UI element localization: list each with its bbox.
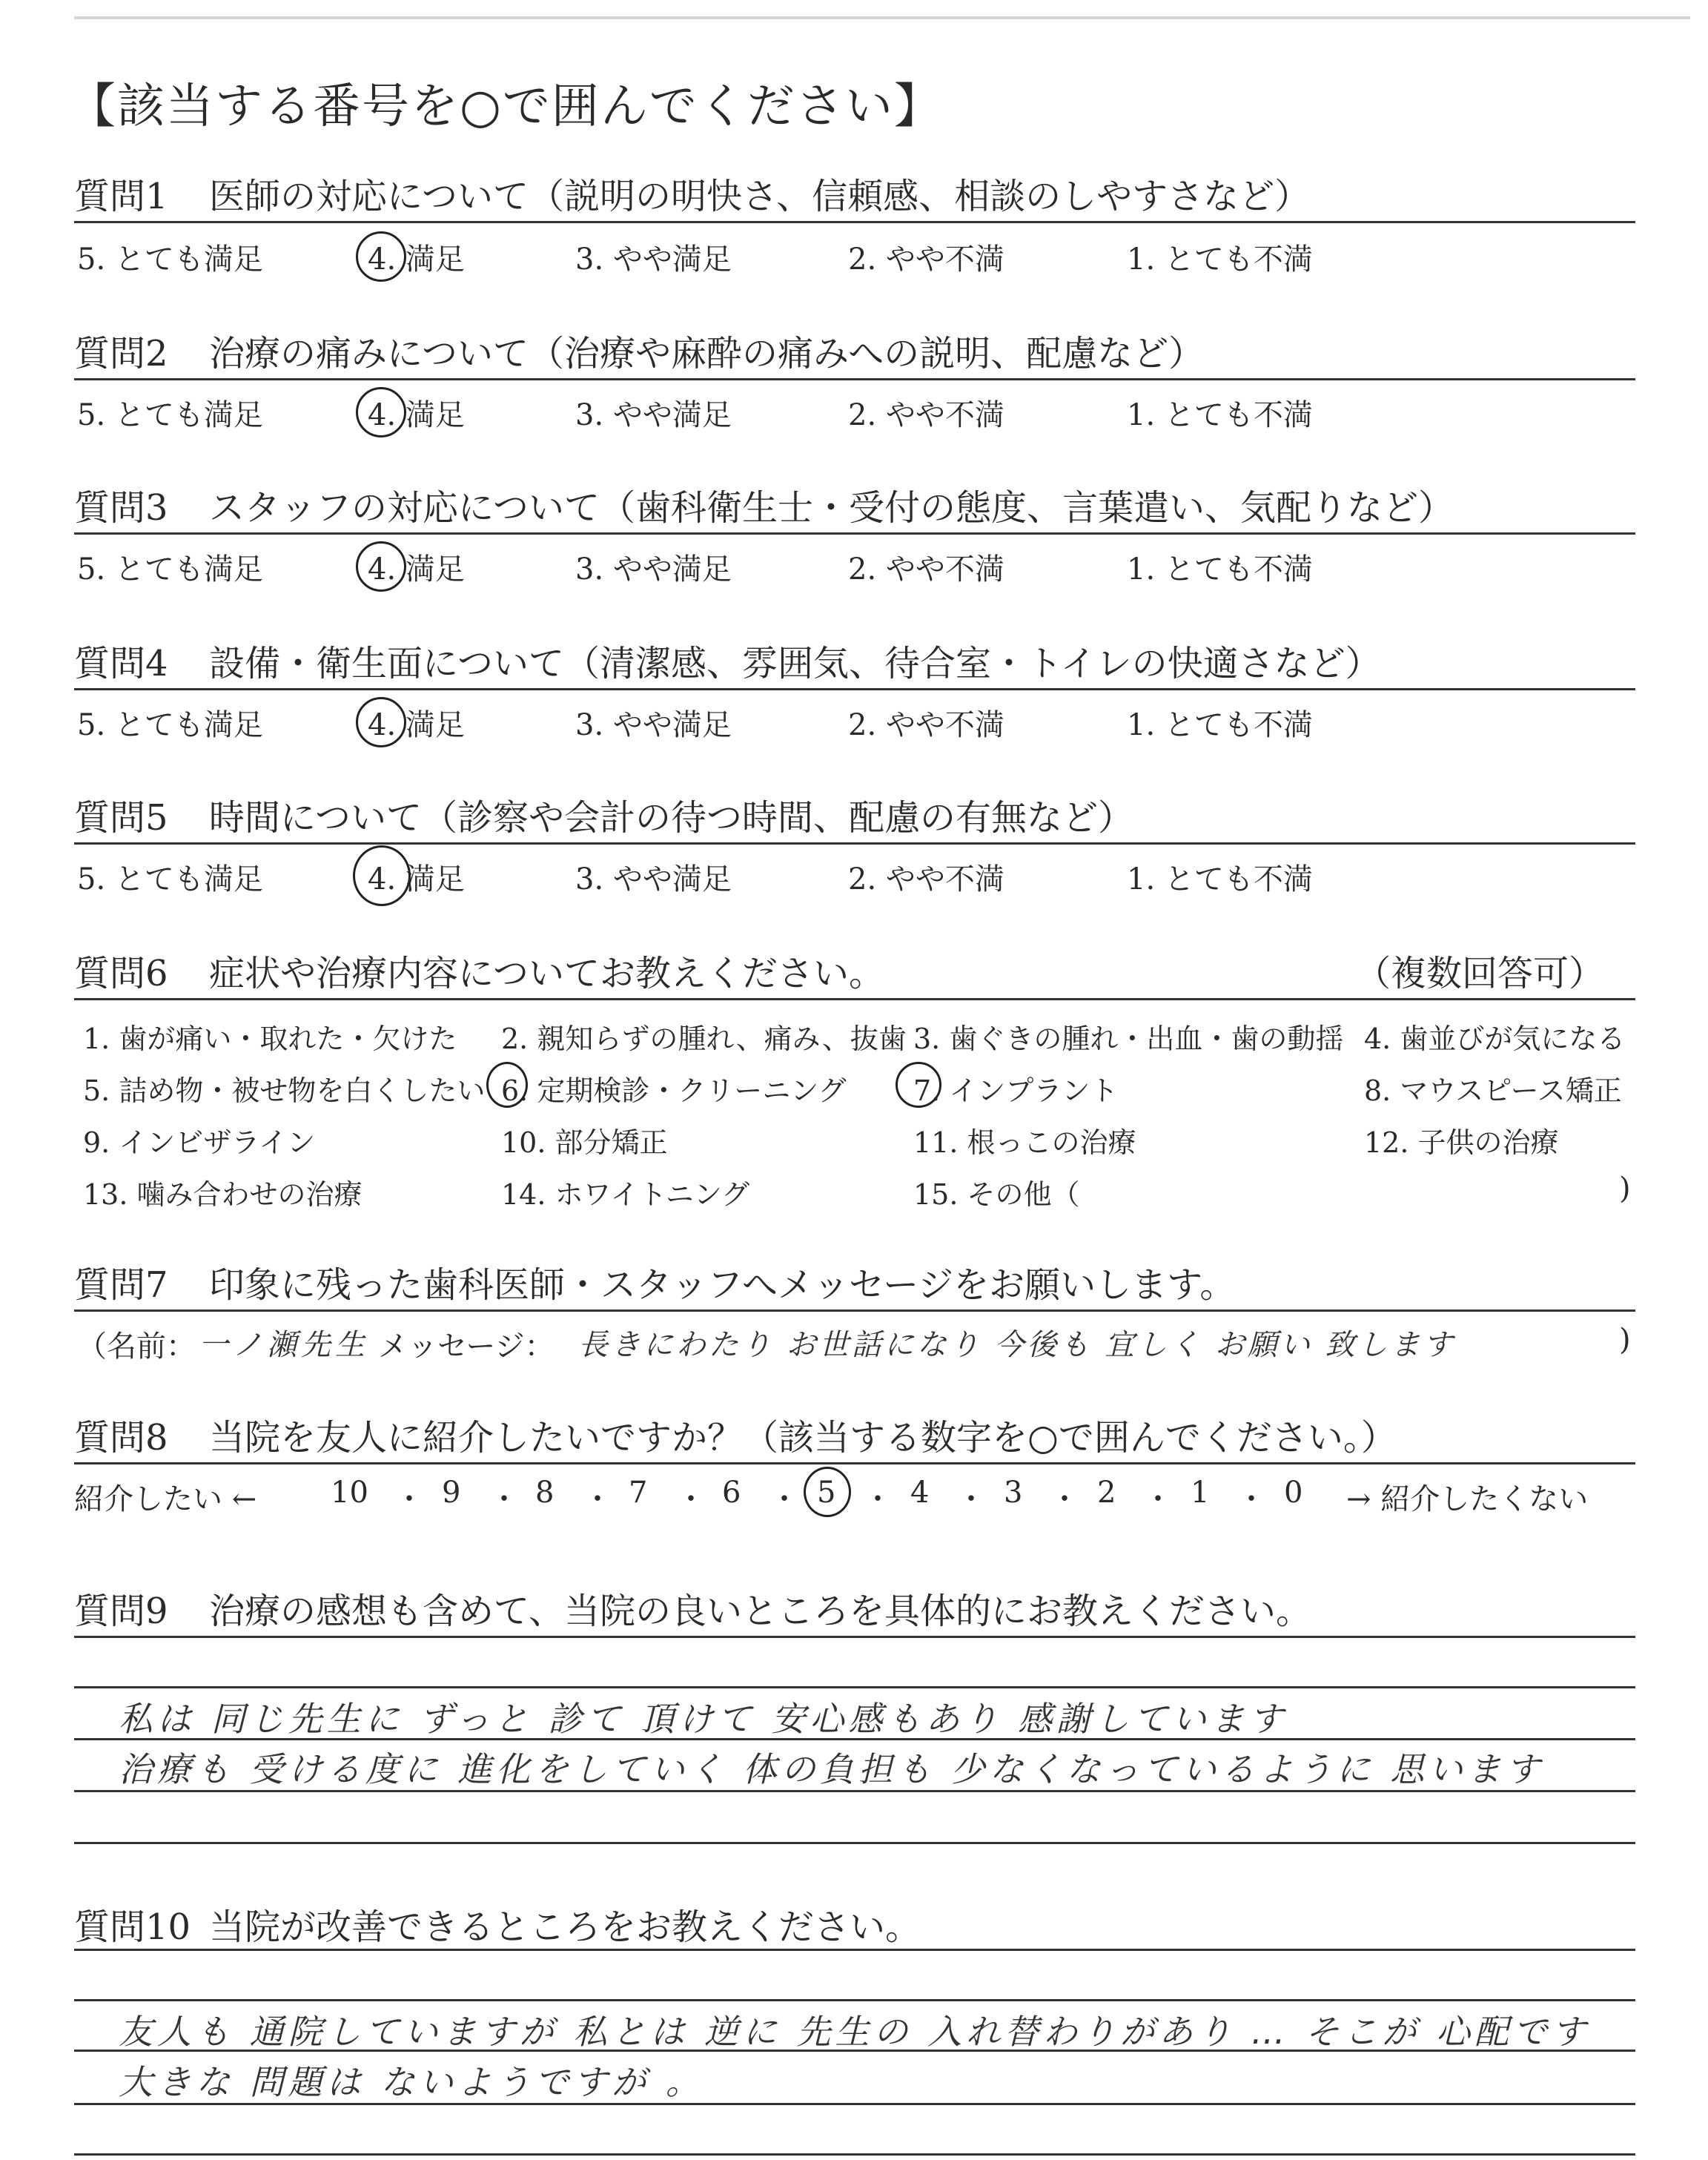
option-5[interactable]: 5. とても満足	[77, 862, 263, 896]
answer-line	[74, 1686, 1635, 1688]
option-2[interactable]: 2. やや不満	[848, 552, 1004, 587]
option-4[interactable]: 4. 満足	[368, 398, 465, 432]
q6-other-close-paren: )	[1619, 1172, 1631, 1206]
scale-1[interactable]: 1	[1191, 1476, 1210, 1510]
question-text: 印象に残った歯科医師・スタッフへメッセージをお願いします。	[209, 1264, 1236, 1306]
option-5[interactable]: 5. とても満足	[77, 242, 263, 277]
question-text: 設備・衛生面について（清潔感、雰囲気、待合室・トイレの快適さなど）	[209, 643, 1381, 684]
answer-line	[74, 1636, 1635, 1638]
scale-5[interactable]: 5	[817, 1476, 836, 1510]
q6-option-3[interactable]: 3. 歯ぐきの腫れ・出血・歯の動揺	[913, 1023, 1344, 1055]
question-number: 質問1	[74, 176, 168, 217]
rule	[74, 1462, 1635, 1464]
question-number: 質問3	[74, 487, 168, 529]
rule	[74, 378, 1635, 380]
rule	[74, 221, 1635, 223]
q6-option-15[interactable]: 15. その他（	[913, 1178, 1080, 1211]
q9-answer-line-2[interactable]: 治療も 受ける度に 進化をしていく 体の負担も 少なくなっているように 思います	[119, 1749, 1545, 1789]
scale-8[interactable]: 8	[535, 1476, 555, 1510]
option-5[interactable]: 5. とても満足	[77, 398, 263, 432]
option-1[interactable]: 1. とても不満	[1127, 708, 1313, 742]
multiple-answer-note: （複数回答可）	[1354, 953, 1604, 994]
question-number: 質問6	[74, 953, 168, 994]
rule	[74, 688, 1635, 690]
question-number: 質問9	[74, 1591, 168, 1632]
q6-option-13[interactable]: 13. 噛み合わせの治療	[83, 1178, 363, 1211]
message-close-paren: )	[1619, 1323, 1631, 1357]
q6-option-14[interactable]: 14. ホワイトニング	[501, 1178, 750, 1211]
option-4[interactable]: 4. 満足	[368, 242, 465, 277]
selected-circle	[804, 1467, 851, 1517]
question-text: 当院を友人に紹介したいですか？（該当する数字を○で囲んでください。）	[209, 1417, 1397, 1459]
option-4[interactable]: 4. 満足	[368, 862, 465, 896]
scale-7[interactable]: 7	[629, 1476, 648, 1510]
selected-circle	[353, 845, 411, 906]
q6-option-9[interactable]: 9. インビザライン	[83, 1126, 316, 1159]
option-3[interactable]: 3. やや満足	[575, 398, 732, 432]
option-3[interactable]: 3. やや満足	[575, 708, 732, 742]
q6-option-4[interactable]: 4. 歯並びが気になる	[1364, 1023, 1626, 1055]
option-4[interactable]: 4. 満足	[368, 708, 465, 742]
option-2[interactable]: 2. やや不満	[848, 242, 1004, 277]
question-text: 医師の対応について（説明の明快さ、信頼感、相談のしやすさなど）	[209, 176, 1311, 217]
selected-circle-7	[896, 1062, 941, 1108]
question-number: 質問4	[74, 643, 168, 684]
option-2[interactable]: 2. やや不満	[848, 398, 1004, 432]
option-3[interactable]: 3. やや満足	[575, 552, 732, 587]
selected-circle	[356, 387, 406, 437]
answer-line	[74, 2153, 1635, 2156]
q6-option-1[interactable]: 1. 歯が痛い・取れた・欠けた	[83, 1023, 457, 1055]
question-number: 質問8	[74, 1417, 168, 1459]
q6-option-11[interactable]: 11. 根っこの治療	[913, 1126, 1136, 1159]
option-2[interactable]: 2. やや不満	[848, 708, 1004, 742]
question-number: 質問2	[74, 333, 168, 374]
answer-line	[74, 1999, 1635, 2001]
q6-option-12[interactable]: 12. 子供の治療	[1364, 1126, 1559, 1159]
scale-9[interactable]: 9	[442, 1476, 461, 1510]
question-text: 当院が改善できるところをお教えください。	[209, 1906, 921, 1948]
q10-answer-line-2[interactable]: 大きな 問題は ないようですが 。	[119, 2062, 704, 2102]
question-number: 質問5	[74, 797, 168, 839]
message-label: メッセージ：	[378, 1330, 555, 1364]
answer-line	[74, 1842, 1635, 1844]
rule	[74, 998, 1635, 1000]
rule	[74, 842, 1635, 845]
message-value[interactable]: 長きにわたり お世話になり 今後も 宜しく お願い 致します	[578, 1328, 1456, 1362]
selected-circle-6	[486, 1062, 528, 1108]
question-text: スタッフの対応について（歯科衛生士・受付の態度、言葉遣い、気配りなど）	[209, 487, 1454, 529]
answer-line	[74, 1949, 1635, 1951]
option-1[interactable]: 1. とても不満	[1127, 552, 1313, 587]
option-5[interactable]: 5. とても満足	[77, 708, 263, 742]
q6-option-8[interactable]: 8. マウスピース矯正	[1364, 1074, 1622, 1107]
option-3[interactable]: 3. やや満足	[575, 862, 732, 896]
question-number: 質問7	[74, 1264, 168, 1306]
rule	[74, 532, 1635, 535]
selected-circle	[356, 697, 406, 747]
scale-6[interactable]: 6	[722, 1476, 741, 1510]
question-text: 時間について（診察や会計の待つ時間、配慮の有無など）	[209, 797, 1134, 839]
question-number: 質問10	[74, 1906, 191, 1948]
q6-option-2[interactable]: 2. 親知らずの腫れ、痛み、抜歯	[501, 1023, 907, 1055]
q6-option-7[interactable]: 7. インプラント	[913, 1074, 1119, 1107]
scale-2[interactable]: 2	[1097, 1476, 1116, 1510]
name-value[interactable]: 一ノ瀬先生	[199, 1328, 369, 1362]
scale-0[interactable]: 0	[1284, 1476, 1303, 1510]
q10-answer-line-1[interactable]: 友人も 通院していますが 私とは 逆に 先生の 入れ替わりがあり … そこが 心配です	[119, 2012, 1590, 2052]
selected-circle	[356, 231, 406, 282]
selected-circle	[356, 541, 406, 592]
option-1[interactable]: 1. とても不満	[1127, 398, 1313, 432]
top-border	[74, 16, 1690, 19]
q6-option-10[interactable]: 10. 部分矯正	[501, 1126, 668, 1159]
question-text: 治療の痛みについて（治療や麻酔の痛みへの説明、配慮など）	[209, 333, 1205, 374]
option-2[interactable]: 2. やや不満	[848, 862, 1004, 896]
scale-10[interactable]: 10	[331, 1476, 368, 1510]
option-1[interactable]: 1. とても不満	[1127, 862, 1313, 896]
option-4[interactable]: 4. 満足	[368, 552, 465, 587]
q9-answer-line-1[interactable]: 私は 同じ先生に ずっと 診て 頂けて 安心感もあり 感謝しています	[119, 1699, 1288, 1739]
scale-right-label: → 紹介したくない	[1346, 1482, 1589, 1516]
q6-option-5[interactable]: 5. 詰め物・被せ物を白くしたい	[83, 1074, 486, 1107]
question-text: 症状や治療内容についてお教えください。	[209, 953, 885, 994]
q6-option-6[interactable]: 6. 定期検診・クリーニング	[501, 1074, 847, 1107]
option-1[interactable]: 1. とても不満	[1127, 242, 1313, 277]
option-3[interactable]: 3. やや満足	[575, 242, 732, 277]
rule	[74, 1309, 1635, 1312]
scale-3[interactable]: 3	[1004, 1476, 1023, 1510]
name-label: （名前：	[77, 1330, 196, 1364]
recommend-scale: 紹介したい ← 10 ・ 9 ・ 8 ・ 7 ・ 6 ・ 5 ・ 4 ・ 3 ・ 2 ・ 1 ・ 0 → 紹介したくない	[74, 1476, 1638, 1520]
page-title: 【該当する番号を○で囲んでください】	[68, 79, 943, 134]
scale-4[interactable]: 4	[910, 1476, 930, 1510]
option-5[interactable]: 5. とても満足	[77, 552, 263, 587]
question-text: 治療の感想も含めて、当院の良いところを具体的にお教えください。	[209, 1591, 1312, 1632]
scale-left-label: 紹介したい ←	[74, 1482, 257, 1516]
